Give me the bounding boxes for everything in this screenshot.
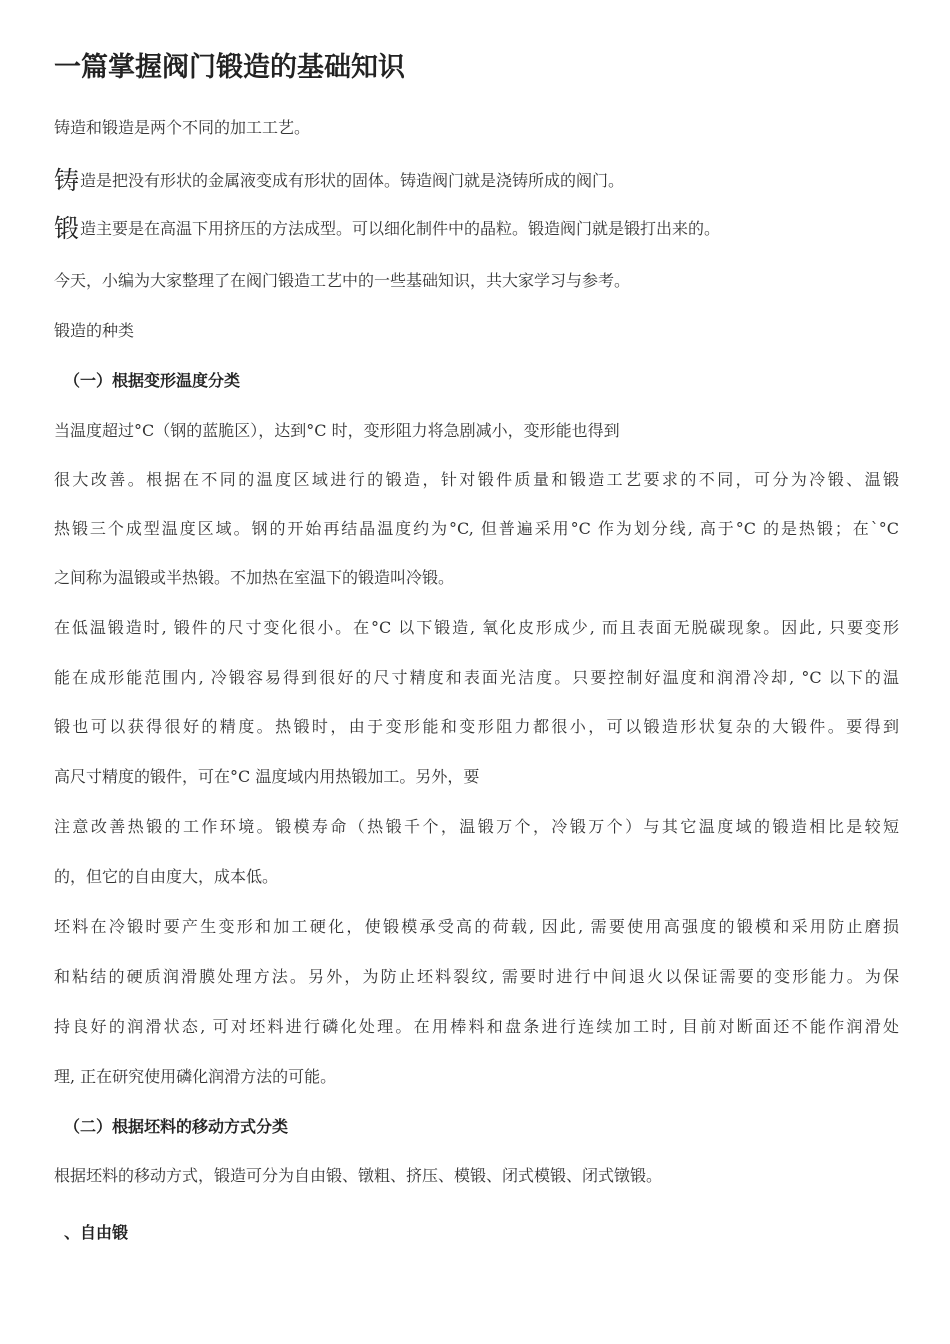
- today-paragraph: 今天，小编为大家整理了在阀门锻造工艺中的一些基础知识，共大家学习与参考。: [54, 271, 631, 290]
- section1-line: 很大改善。根据在不同的温度区域进行的锻造，针对锻件质量和锻造工艺要求的不同，可分为冷锻、温锻: [54, 470, 899, 489]
- casting-text: 造是把没有形状的金属液变成有形状的固体。铸造阀门就是浇铸所成的阀门。: [80, 171, 625, 190]
- section1-line: 之间称为温锻或半热锻。不加热在室温下的锻造叫冷锻。: [54, 568, 455, 587]
- casting-drop-cap: 铸: [54, 166, 80, 195]
- casting-paragraph: [54, 168, 899, 194]
- section1-line: 持良好的润滑状态, 可对坯料进行磷化处理。在用棒料和盘条进行连续加工时, 目前对断面还不能作润滑处: [54, 1017, 899, 1036]
- section1-line: 当温度超过°C（钢的蓝脆区），达到°C 时，变形阻力将急剧减小，变形能也得到: [54, 421, 620, 440]
- page-title: 一篇掌握阀门锻造的基础知识: [54, 52, 405, 83]
- section1-line: 能在成形能范围内, 冷锻容易得到很好的尺寸精度和表面光洁度。只要控制好温度和润滑冷却, °C 以下的温: [54, 668, 899, 687]
- types-heading: 锻造的种类: [54, 321, 135, 340]
- section1-line: 的，但它的自由度大，成本低。: [54, 867, 279, 886]
- section1-line: 坯料在冷锻时要产生变形和加工硬化，使锻模承受高的荷载, 因此, 需要使用高强度的锻模和采用防止磨损: [54, 917, 899, 936]
- section1-line: 高尺寸精度的锻件，可在°C 温度域内用热锻加工。另外，要: [54, 767, 480, 786]
- section2-paragraph: 根据坯料的移动方式，锻造可分为自由锻、镦粗、挤压、模锻、闭式模锻、闭式镦锻。: [54, 1166, 663, 1185]
- intro-paragraph: 铸造和锻造是两个不同的加工工艺。: [54, 118, 311, 137]
- section1-line: 理, 正在研究使用磷化润滑方法的可能。: [54, 1067, 337, 1086]
- section1-line: 在低温锻造时, 锻件的尺寸变化很小。在°C 以下锻造, 氧化皮形成少, 而且表面无脱碳现象。因此, 只要变形: [54, 618, 899, 637]
- section2-heading: （二）根据坯料的移动方式分类: [64, 1117, 289, 1136]
- section1-heading: （一）根据变形温度分类: [64, 371, 241, 390]
- section1-line: 注意改善热锻的工作环境。锻模寿命（热锻千个，温锻万个，冷锻万个）与其它温度域的锻造相比是较短: [54, 817, 899, 836]
- section1-line: 和粘结的硬质润滑膜处理方法。另外，为防止坯料裂纹, 需要时进行中间退火以保证需要的变形能力。为保: [54, 967, 899, 986]
- section1-line: 热锻三个成型温度区域。钢的开始再结晶温度约为°C, 但普遍采用°C 作为划分线, 高于°C 的是热锻；在`°C: [54, 519, 899, 538]
- forging-paragraph: [54, 216, 899, 242]
- free-forging-heading: 、自由锻: [64, 1223, 129, 1242]
- section1-line: 锻也可以获得很好的精度。热锻时，由于变形能和变形阻力都很小，可以锻造形状复杂的大锻件。要得到: [54, 717, 899, 736]
- forging-drop-cap: 锻: [54, 214, 80, 243]
- forging-text: 造主要是在高温下用挤压的方法成型。可以细化制件中的晶粒。锻造阀门就是锻打出来的。: [80, 219, 721, 238]
